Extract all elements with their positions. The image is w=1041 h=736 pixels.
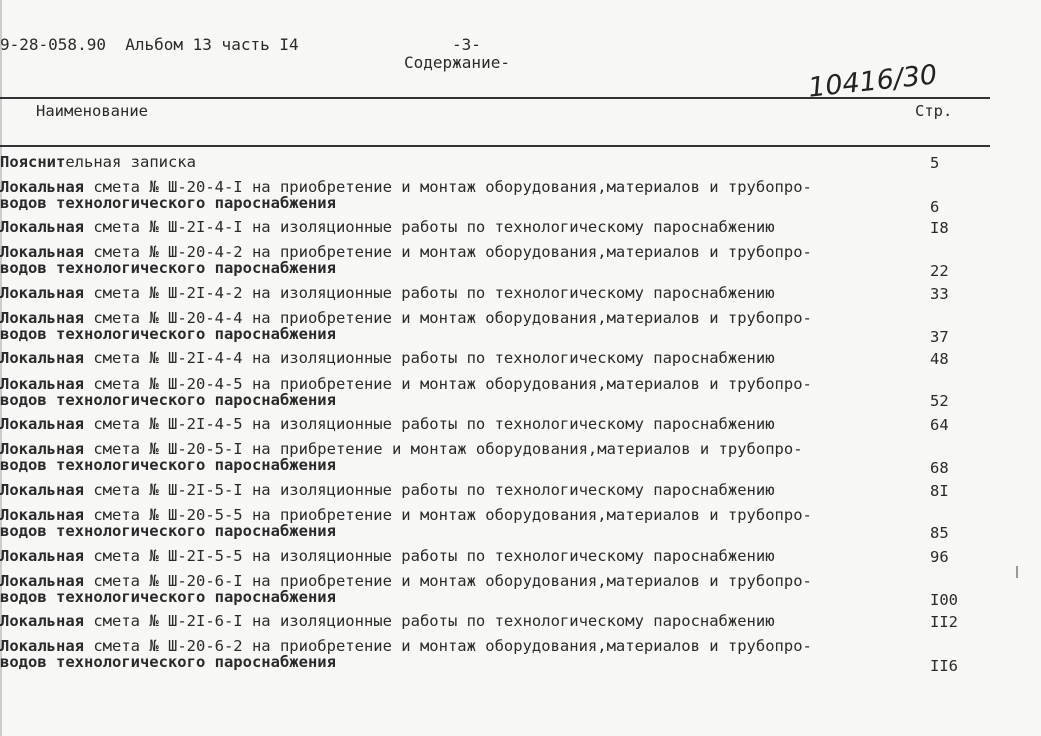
row-title-continuation: водов технологического пароснабжения <box>0 259 336 277</box>
row-title-rest: смета № Ш-2I-5-5 на изоляционные работы по технологическому пароснабжению <box>84 547 775 565</box>
row-title-lead: Локальная <box>0 440 84 458</box>
row-title-lead: Локальная <box>0 637 84 655</box>
row-title-rest: смета № Ш-20-5-I на прибретение и монтаж оборудования,материалов и трубопро- <box>84 440 803 458</box>
row-title-continuation: водов технологического пароснабжения <box>0 588 336 606</box>
contents-row-page: 48 <box>930 350 949 368</box>
contents-row-page: 22 <box>930 262 949 280</box>
contents-row-page: 68 <box>930 459 949 477</box>
contents-row-page: 37 <box>930 328 949 346</box>
row-title-rest: смета № Ш-20-5-5 на приобретение и монтаж оборудования,материалов и трубопро- <box>84 506 812 524</box>
page-number: -3- <box>452 35 481 54</box>
table-top-rule <box>0 97 990 99</box>
contents-row-title <box>0 441 803 473</box>
row-title-lead: Локальная <box>0 284 84 302</box>
row-title-lead: Пояснит <box>0 153 66 171</box>
column-header-page: Стр. <box>915 102 953 120</box>
column-header-name: Наименование <box>36 102 148 120</box>
row-title-lead: Локальная <box>0 375 84 393</box>
contents-row-page: II6 <box>930 657 958 675</box>
row-title-lead: Локальная <box>0 572 84 590</box>
contents-row-title <box>0 416 775 432</box>
contents-row-title <box>0 285 775 301</box>
handwritten-number: 10416/30 <box>806 59 939 104</box>
row-title-rest: смета № Ш-20-4-2 на приобретение и монтаж оборудования,материалов и трубопро- <box>84 243 812 261</box>
contents-row-page: 5 <box>930 154 940 172</box>
row-title-rest: смета № Ш-2I-4-2 на изоляционные работы по технологическому пароснабжению <box>84 284 775 302</box>
row-title-continuation: водов технологического пароснабжения <box>0 325 336 343</box>
row-title-lead: Локальная <box>0 612 84 630</box>
row-title-lead: Локальная <box>0 481 84 499</box>
contents-row-page: 8I <box>930 482 949 500</box>
contents-row-title <box>0 376 812 408</box>
row-title-rest: смета № Ш-2I-4-I на изоляционные работы по технологическому пароснабжению <box>84 218 775 236</box>
row-title-continuation: водов технологического пароснабжения <box>0 653 336 671</box>
contents-row-page: 52 <box>930 392 949 410</box>
contents-row-title <box>0 507 812 539</box>
contents-row <box>0 573 990 609</box>
document-code: 9-28-058.90 Альбом 13 часть I4 <box>0 35 299 54</box>
row-title-rest: смета № Ш-20-6-I на приобретение и монтаж оборудования,материалов и трубопро- <box>84 572 812 590</box>
row-title-lead: Локальная <box>0 506 84 524</box>
contents-row <box>0 507 990 543</box>
row-title-lead: Локальная <box>0 243 84 261</box>
row-title-rest: смета № Ш-20-6-2 на приобретение и монтаж оборудования,материалов и трубопро- <box>84 637 812 655</box>
contents-row-page: 85 <box>930 524 949 542</box>
row-title-lead: Локальная <box>0 309 84 327</box>
contents-row-title <box>0 310 812 342</box>
contents-row-page: I8 <box>930 219 949 237</box>
contents-row-page: 64 <box>930 416 949 434</box>
row-title-rest: смета № Ш-2I-4-5 на изоляционные работы по технологическому пароснабжению <box>84 415 775 433</box>
row-title-continuation: водов технологического пароснабжения <box>0 194 336 212</box>
row-title-rest: смета № Ш-20-4-4 на приобретение и монтаж оборудования,материалов и трубопро- <box>84 309 812 327</box>
row-title-rest: смета № Ш-20-4-I на приобретение и монтаж оборудования,материалов и трубопро- <box>84 178 812 196</box>
row-title-continuation: водов технологического пароснабжения <box>0 456 336 474</box>
contents-row <box>0 441 990 477</box>
contents-row-title <box>0 179 812 211</box>
row-title-lead: Локальная <box>0 178 84 196</box>
contents-row <box>0 310 990 346</box>
contents-row-title <box>0 482 775 498</box>
contents-row <box>0 376 990 412</box>
table-header-rule <box>0 145 990 147</box>
contents-row <box>0 244 990 280</box>
row-title-rest: смета № Ш-2I-5-I на изоляционные работы по технологическому пароснабжению <box>84 481 775 499</box>
contents-title: Содержание- <box>404 53 510 72</box>
row-title-rest: смета № Ш-2I-4-4 на изоляционные работы по технологическому пароснабжению <box>84 349 775 367</box>
contents-row-title <box>0 573 812 605</box>
scan-speck <box>1016 566 1018 578</box>
contents-row-page: II2 <box>930 613 958 631</box>
contents-row-title <box>0 548 775 564</box>
row-title-lead: Локальная <box>0 349 84 367</box>
row-title-rest: смета № Ш-20-4-5 на приобретение и монтаж оборудования,материалов и трубопро- <box>84 375 812 393</box>
row-title-lead: Локальная <box>0 218 84 236</box>
contents-row-page: 6 <box>930 198 940 216</box>
contents-row <box>0 179 990 215</box>
contents-row-page: 96 <box>930 548 949 566</box>
row-title-lead: Локальная <box>0 415 84 433</box>
contents-row-title <box>0 638 812 670</box>
row-title-rest: ельная записка <box>65 153 196 171</box>
contents-row-title <box>0 219 775 235</box>
contents-row <box>0 638 990 674</box>
row-title-lead: Локальная <box>0 547 84 565</box>
contents-row-title <box>0 613 775 629</box>
contents-row-title <box>0 154 196 170</box>
contents-row-title <box>0 350 775 366</box>
row-title-rest: смета № Ш-2I-6-I на изоляционные работы по технологическому пароснабжению <box>84 612 775 630</box>
contents-row-page: 33 <box>930 285 949 303</box>
contents-row-title <box>0 244 812 276</box>
contents-row-page: I00 <box>930 591 958 609</box>
row-title-continuation: водов технологического пароснабжения <box>0 391 336 409</box>
row-title-continuation: водов технологического пароснабжения <box>0 522 336 540</box>
